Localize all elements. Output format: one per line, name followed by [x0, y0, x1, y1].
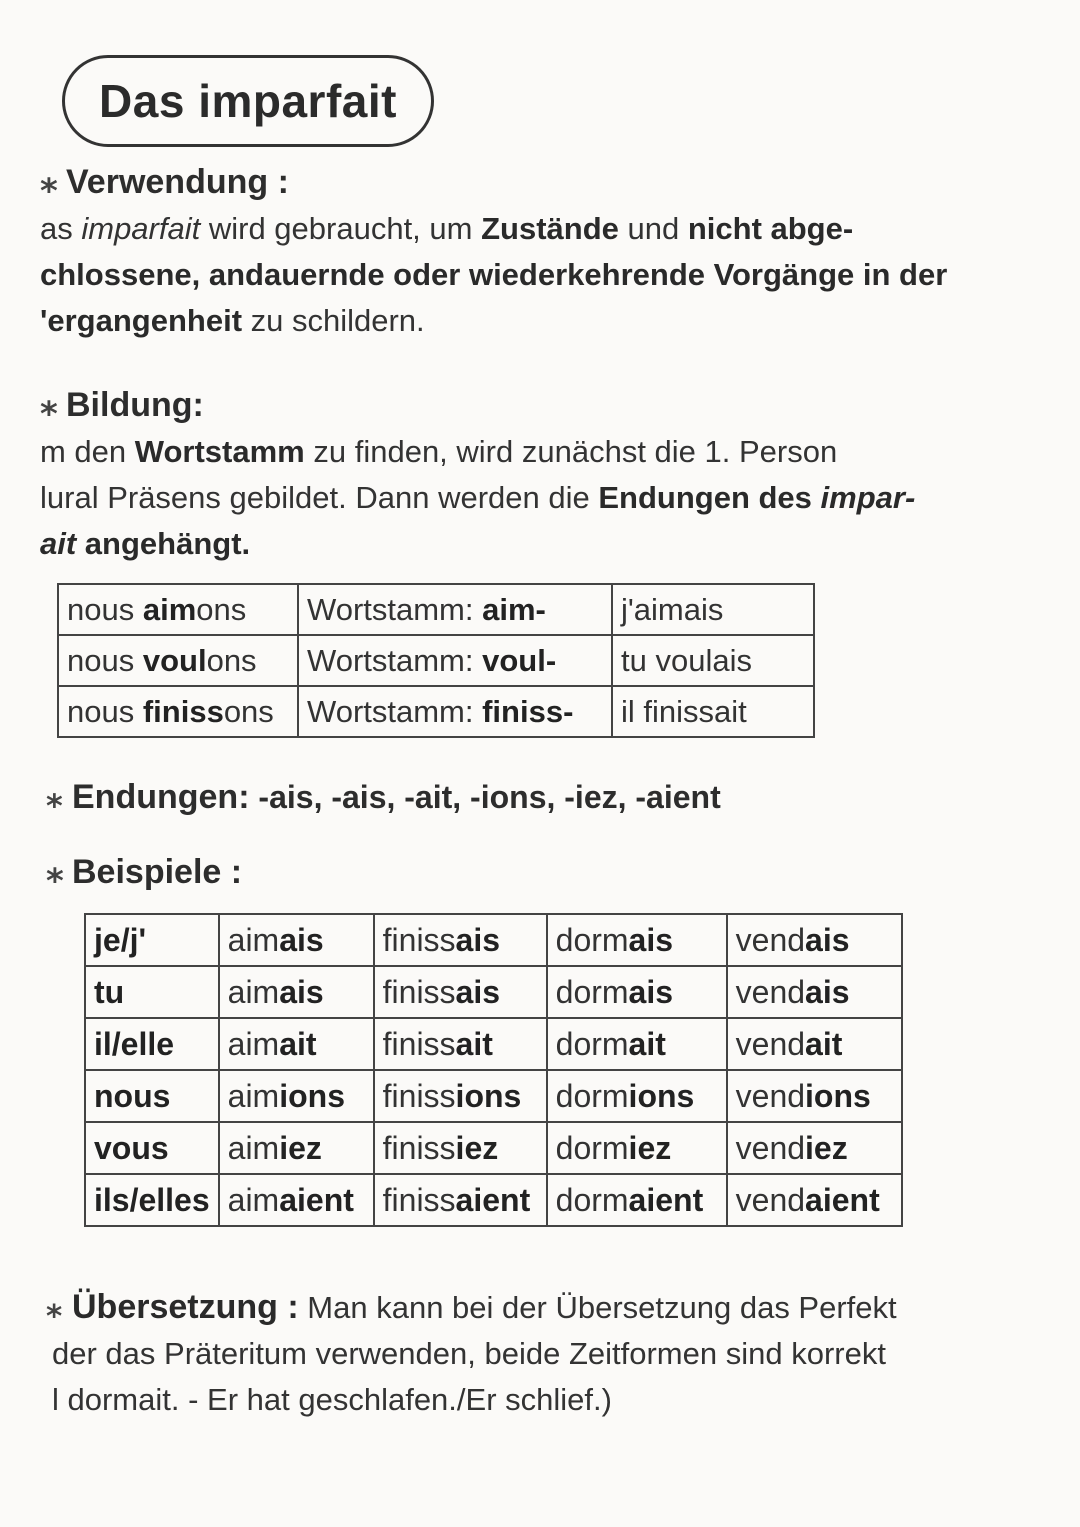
table-row — [58, 635, 814, 686]
vendre-cell: vendaient — [727, 1174, 902, 1226]
verwendung-line-1: as imparfait wird gebraucht, um Zustände und nicht abge- — [40, 211, 854, 246]
bullet-icon: ⁎ — [46, 779, 63, 815]
title-box — [62, 55, 434, 147]
vendre-cell: vendait — [727, 1018, 902, 1070]
aimer-cell: aimions — [219, 1070, 374, 1122]
pronoun-cell: ils/elles — [85, 1174, 219, 1226]
endungen-line — [46, 778, 966, 817]
section-verwendung — [40, 162, 960, 344]
wortstamm-table — [57, 583, 815, 738]
bullet-icon: ⁎ — [46, 1290, 63, 1325]
form-cell: j'aimais — [612, 584, 814, 635]
vendre-cell: vendions — [727, 1070, 902, 1122]
verwendung-paragraph — [40, 206, 960, 344]
verb-cell: nous finissons — [58, 686, 298, 737]
table-row — [85, 914, 902, 966]
aimer-cell: aimais — [219, 914, 374, 966]
stem-cell: Wortstamm: finiss- — [298, 686, 612, 737]
finir-cell: finissions — [374, 1070, 547, 1122]
uebersetzung-line-3: l dormait. - Er hat geschlafen./Er schlief.) — [52, 1382, 612, 1417]
dormir-cell: dormait — [547, 1018, 727, 1070]
dormir-cell: dormions — [547, 1070, 727, 1122]
finir-cell: finissait — [374, 1018, 547, 1070]
bildung-line-1: m den Wortstamm zu finden, wird zunächst die 1. Person — [40, 434, 838, 469]
vendre-cell: vendais — [727, 914, 902, 966]
uebersetzung-line-1: ⁎ Übersetzung : Man kann bei der Übersetzung das Perfekt — [46, 1284, 966, 1331]
bullet-icon: ⁎ — [40, 163, 58, 201]
section-uebersetzung — [46, 1280, 966, 1423]
section-bildung — [40, 385, 960, 567]
vendre-cell: vendais — [727, 966, 902, 1018]
dormir-cell: dormaient — [547, 1174, 727, 1226]
form-cell: tu voulais — [612, 635, 814, 686]
page-title: Das imparfait — [99, 75, 397, 127]
section-endungen — [46, 778, 966, 817]
verwendung-heading: ⁎ Verwendung : — [40, 163, 289, 201]
verb-cell: nous voulons — [58, 635, 298, 686]
beispiele-heading: ⁎ Beispiele : — [46, 853, 243, 891]
table-row — [85, 1018, 902, 1070]
verwendung-line-2: chlossene, andauernde oder wiederkehrende Vorgänge in der — [40, 257, 948, 292]
verb-cell: nous aimons — [58, 584, 298, 635]
table-row — [58, 584, 814, 635]
bildung-heading: ⁎ Bildung: — [40, 386, 204, 424]
bildung-paragraph — [40, 429, 960, 567]
vendre-cell: vendiez — [727, 1122, 902, 1174]
uebersetzung-line-2: der das Präteritum verwenden, beide Zeitformen sind korrekt — [52, 1336, 886, 1371]
pronoun-cell: vous — [85, 1122, 219, 1174]
verwendung-line-3: 'ergangenheit zu schildern. — [40, 303, 425, 338]
dormir-cell: dormiez — [547, 1122, 727, 1174]
dormir-cell: dormais — [547, 966, 727, 1018]
endungen-heading: Endungen: — [72, 778, 250, 816]
finir-cell: finissaient — [374, 1174, 547, 1226]
conjugation-table — [84, 913, 903, 1227]
table-row — [85, 966, 902, 1018]
bildung-line-2: lural Präsens gebildet. Dann werden die Endungen des impar- — [40, 480, 916, 515]
aimer-cell: aimaient — [219, 1174, 374, 1226]
aimer-cell: aimais — [219, 966, 374, 1018]
bildung-line-3: ait angehängt. — [40, 526, 251, 561]
uebersetzung-paragraph — [46, 1284, 966, 1423]
pronoun-cell: tu — [85, 966, 219, 1018]
table-row — [85, 1174, 902, 1226]
pronoun-cell: nous — [85, 1070, 219, 1122]
aimer-cell: aimiez — [219, 1122, 374, 1174]
dormir-cell: dormais — [547, 914, 727, 966]
form-cell: il finissait — [612, 686, 814, 737]
stem-cell: Wortstamm: voul- — [298, 635, 612, 686]
finir-cell: finissais — [374, 966, 547, 1018]
table-row — [85, 1070, 902, 1122]
pronoun-cell: il/elle — [85, 1018, 219, 1070]
finir-cell: finissais — [374, 914, 547, 966]
stem-cell: Wortstamm: aim- — [298, 584, 612, 635]
table-row — [58, 686, 814, 737]
pronoun-cell: je/j' — [85, 914, 219, 966]
bullet-icon: ⁎ — [40, 386, 58, 424]
bullet-icon: ⁎ — [46, 853, 64, 891]
table-row — [85, 1122, 902, 1174]
endungen-list: -ais, -ais, -ait, -ions, -iez, -aient — [258, 779, 721, 815]
section-beispiele — [46, 852, 966, 892]
aimer-cell: aimait — [219, 1018, 374, 1070]
finir-cell: finissiez — [374, 1122, 547, 1174]
